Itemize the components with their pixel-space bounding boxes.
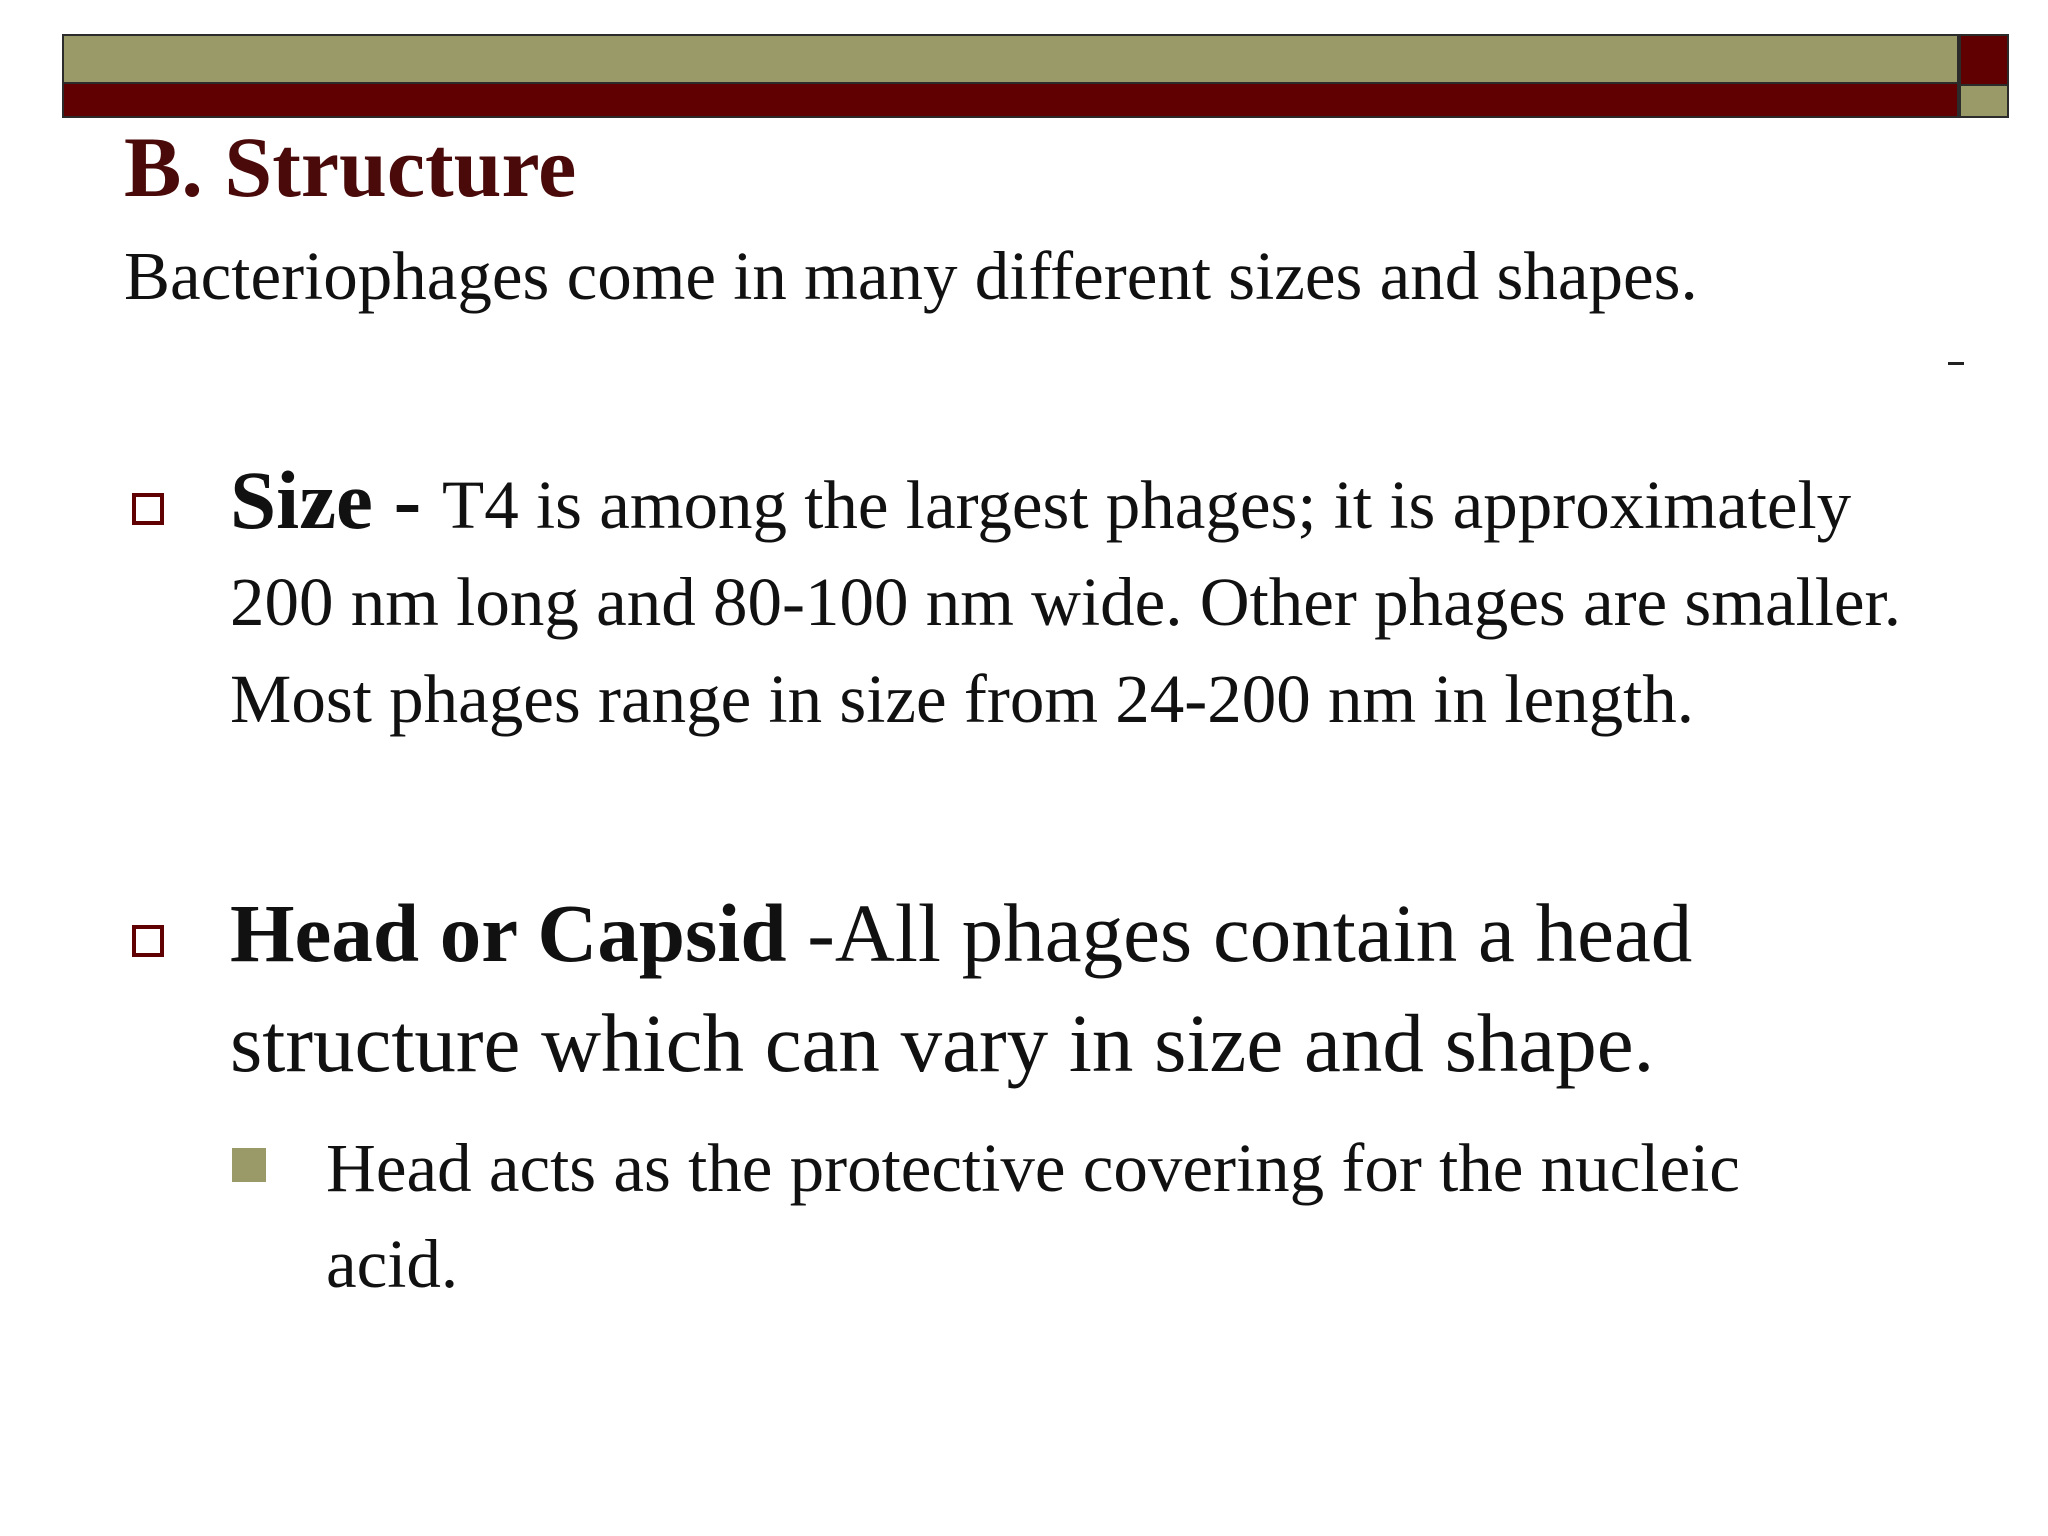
intro-text: Bacteriophages come in many different sizes and shapes. [124,238,1698,314]
hollow-square-bullet-icon [132,493,164,525]
bullet-head-capsid [230,878,1930,1098]
sub-bullet-head-function: Head acts as the protective covering for the nucleic acid. [326,1130,1740,1302]
header-corner-maroon [1959,34,2009,86]
stray-dash-mark [1948,362,1964,365]
bullet-size-text: T4 is among the largest phages; it is approximately 200 nm long and 80-100 nm wide. Other phages are smaller. Most phages range in size from 24-200 nm in length. [230,467,1901,737]
filled-square-bullet-icon [232,1148,266,1182]
header-bar-olive [62,34,1959,84]
bullet-head-lead: Head or Capsid [230,887,808,979]
bullet-size [230,452,1930,748]
header-bar-maroon [62,84,1959,118]
header-corner-olive [1959,86,2009,118]
slide-title: B. Structure [124,119,577,215]
hollow-square-bullet-icon [132,925,164,957]
bullet-head-text: -All phages contain a head structure which can vary in size and shape. [230,887,1693,1089]
bullet-size-lead: Size - [230,454,443,546]
